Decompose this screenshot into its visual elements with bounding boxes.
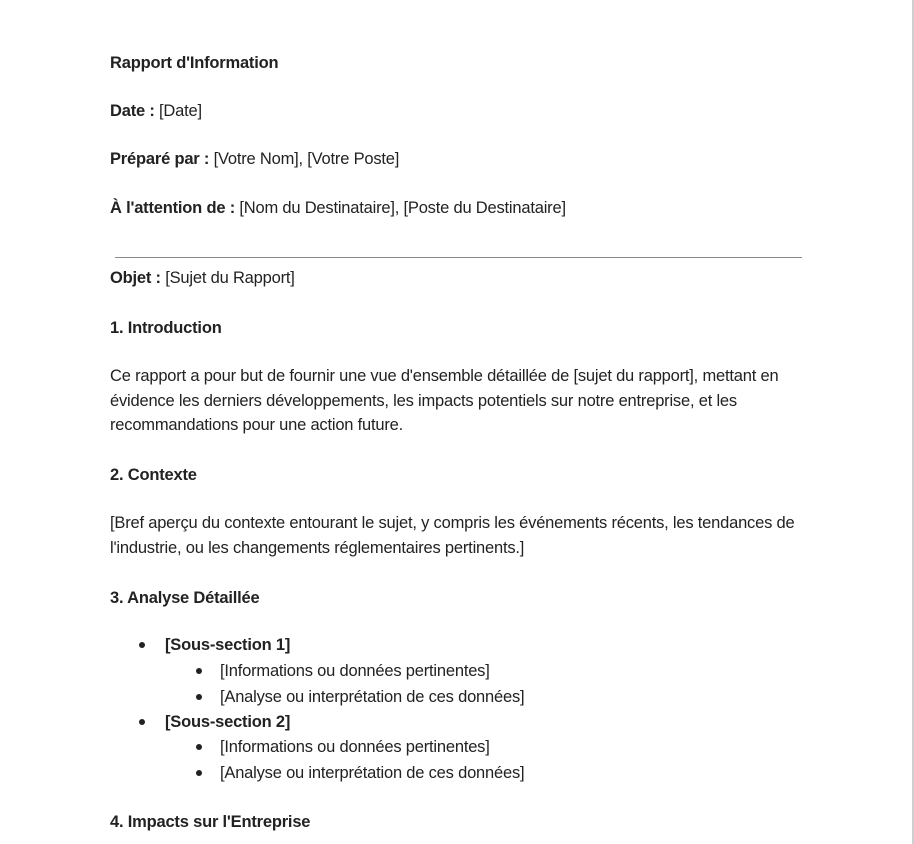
subject-value: [Sujet du Rapport] — [160, 269, 295, 287]
list-item-text: [Informations ou données pertinentes] — [220, 662, 490, 680]
meta-date-label: Date : — [110, 102, 155, 120]
section-heading-analyse: 3. Analyse Détaillée — [110, 589, 260, 607]
meta-prepared-by-label: Préparé par : — [110, 150, 210, 168]
list-item — [220, 761, 524, 785]
section-body-introduction: Ce rapport a pour but de fournir une vue d'ensemble détaillée de [sujet du rapport], mettant en évidence les derniers développements, les impacts potentiels sur notre entreprise, et les recommandations pour une action future. — [110, 367, 779, 434]
bullet-icon — [196, 694, 202, 700]
bullet-icon — [139, 719, 145, 725]
document-title: Rapport d'Information — [110, 54, 279, 72]
list-item-subsection-2 — [165, 710, 290, 734]
section-body-contexte: [Bref aperçu du contexte entourant le sujet, y compris les événements récents, les tendances de l'industrie, ou les changements réglementaires pertinents.] — [110, 514, 795, 557]
meta-date-value: [Date] — [154, 102, 202, 120]
list-item-subsection-1 — [165, 633, 290, 657]
section-heading-impacts: 4. Impacts sur l'Entreprise — [110, 813, 311, 831]
horizontal-rule — [115, 257, 802, 258]
bullet-icon — [196, 668, 202, 674]
list-item-text: [Analyse ou interprétation de ces données] — [220, 764, 525, 782]
list-item — [220, 685, 524, 709]
meta-prepared-by-value: [Votre Nom], [Votre Poste] — [209, 150, 400, 168]
bullet-icon — [139, 642, 145, 648]
list-item — [220, 659, 490, 683]
meta-prepared-by — [110, 147, 399, 171]
section-heading-introduction: 1. Introduction — [110, 319, 222, 337]
meta-date — [110, 99, 202, 123]
section-heading-contexte: 2. Contexte — [110, 466, 197, 484]
meta-attention — [110, 196, 566, 220]
meta-attention-label: À l'attention de : — [110, 199, 235, 217]
subsection-title: [Sous-section 1] — [165, 636, 291, 654]
bullet-icon — [196, 770, 202, 776]
bullet-icon — [196, 744, 202, 750]
list-item-text: [Analyse ou interprétation de ces données] — [220, 688, 525, 706]
meta-attention-value: [Nom du Destinataire], [Poste du Destinataire] — [234, 199, 566, 217]
subject-label: Objet : — [110, 269, 161, 287]
list-item — [220, 735, 490, 759]
subject-line — [110, 266, 295, 290]
subsection-title: [Sous-section 2] — [165, 713, 291, 731]
list-item-text: [Informations ou données pertinentes] — [220, 738, 490, 756]
